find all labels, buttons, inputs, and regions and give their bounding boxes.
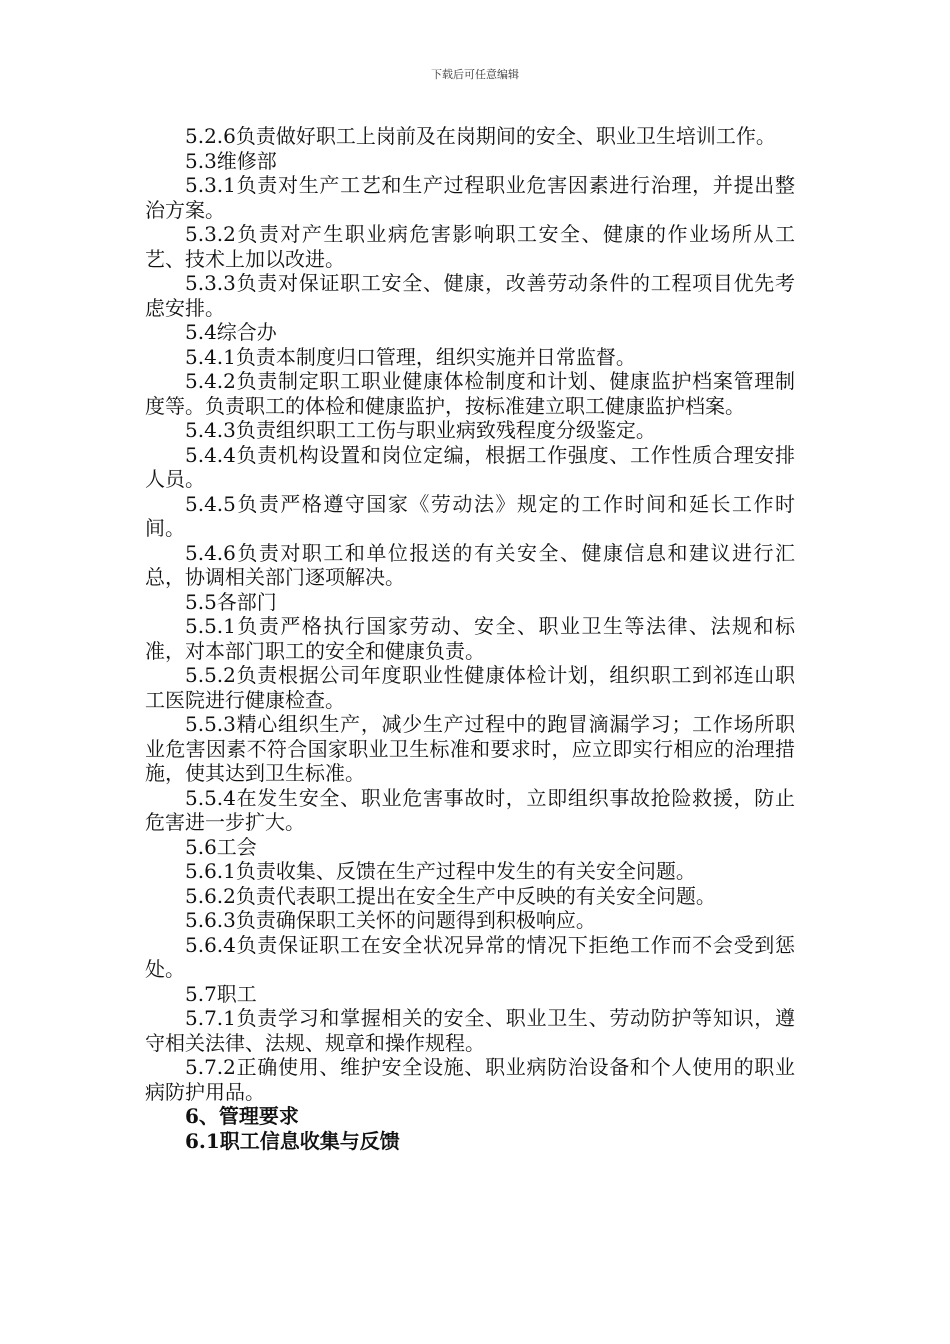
paragraph-5-3-3: 5.3.3负责对保证职工安全、健康，改善劳动条件的工程项目优先考虑安排。 [145,271,795,320]
section-heading-6-1: 6.1职工信息收集与反馈 [185,1128,400,1153]
paragraph-5-4-4: 5.4.4负责机构设置和岗位定编，根据工作强度、工作性质合理安排人员。 [145,442,795,491]
paragraph-5-5-2: 5.5.2负责根据公司年度职业性健康体检计划，组织职工到祁连山职工医院进行健康检查。 [145,663,795,712]
paragraph-5-3-1: 5.3.1负责对生产工艺和生产过程职业危害因素进行治理，并提出整治方案。 [145,173,795,222]
section-heading-5-6: 5.6工会 [185,834,257,859]
paragraph-5-6-1: 5.6.1负责收集、反馈在生产过程中发生的有关安全问题。 [185,859,696,883]
page-header: 下载后可任意编辑 [431,68,519,81]
paragraph-5-7-2: 5.7.2正确使用、维护安全设施、职业病防治设备和个人使用的职业病防护用品。 [145,1055,795,1104]
paragraph-5-4-1: 5.4.1负责本制度归口管理，组织实施并日常监督。 [185,344,636,369]
paragraph-5-7-1: 5.7.1负责学习和掌握相关的安全、职业卫生、劳动防护等知识，遵守相关法律、法规、规章和操作规程。 [145,1006,795,1055]
section-heading-5-3: 5.3维修部 [185,148,277,173]
paragraph-5-6-2: 5.6.2负责代表职工提出在安全生产中反映的有关安全问题。 [185,883,716,908]
paragraph-5-5-4: 5.5.4在发生安全、职业危害事故时，立即组织事故抢险救援，防止危害进一步扩大。 [145,785,795,834]
section-heading-5-4: 5.4综合办 [185,320,277,344]
paragraph-5-5-1: 5.5.1负责严格执行国家劳动、安全、职业卫生等法律、法规和标准，对本部门职工的安全和健康负责。 [145,614,795,663]
paragraph-5-4-3: 5.4.3负责组织职工工伤与职业病致残程度分级鉴定。 [185,418,656,442]
paragraph-5-6-3: 5.6.3负责确保职工关怀的问题得到积极响应。 [185,908,596,932]
paragraph-5-5-3: 5.5.3精心组织生产，减少生产过程中的跑冒滴漏学习；工作场所职业危害因素不符合国家职业卫生标准和要求时，应立即实行相应的治理措施，使其达到卫生标准。 [145,712,795,785]
paragraph-5-4-5: 5.4.5负责严格遵守国家《劳动法》规定的工作时间和延长工作时间。 [145,491,795,540]
paragraph-5-4-6: 5.4.6负责对职工和单位报送的有关安全、健康信息和建议进行汇总，协调相关部门逐项解决。 [145,540,795,589]
section-heading-5-5: 5.5各部门 [185,589,277,614]
paragraph-5-2-6: 5.2.6负责做好职工上岗前及在岗期间的安全、职业卫生培训工作。 [185,124,776,148]
section-heading-6: 6、管理要求 [185,1104,299,1128]
paragraph-5-6-4: 5.6.4负责保证职工在安全状况异常的情况下拒绝工作而不会受到惩处。 [145,932,795,981]
paragraph-5-3-2: 5.3.2负责对产生职业病危害影响职工安全、健康的作业场所从工艺、技术上加以改进。 [145,222,795,271]
paragraph-5-4-2: 5.4.2负责制定职工职业健康体检制度和计划、健康监护档案管理制度等。负责职工的体检和健康监护，按标准建立职工健康监护档案。 [145,369,795,418]
document-body [145,124,795,1153]
section-heading-5-7: 5.7职工 [185,981,257,1006]
